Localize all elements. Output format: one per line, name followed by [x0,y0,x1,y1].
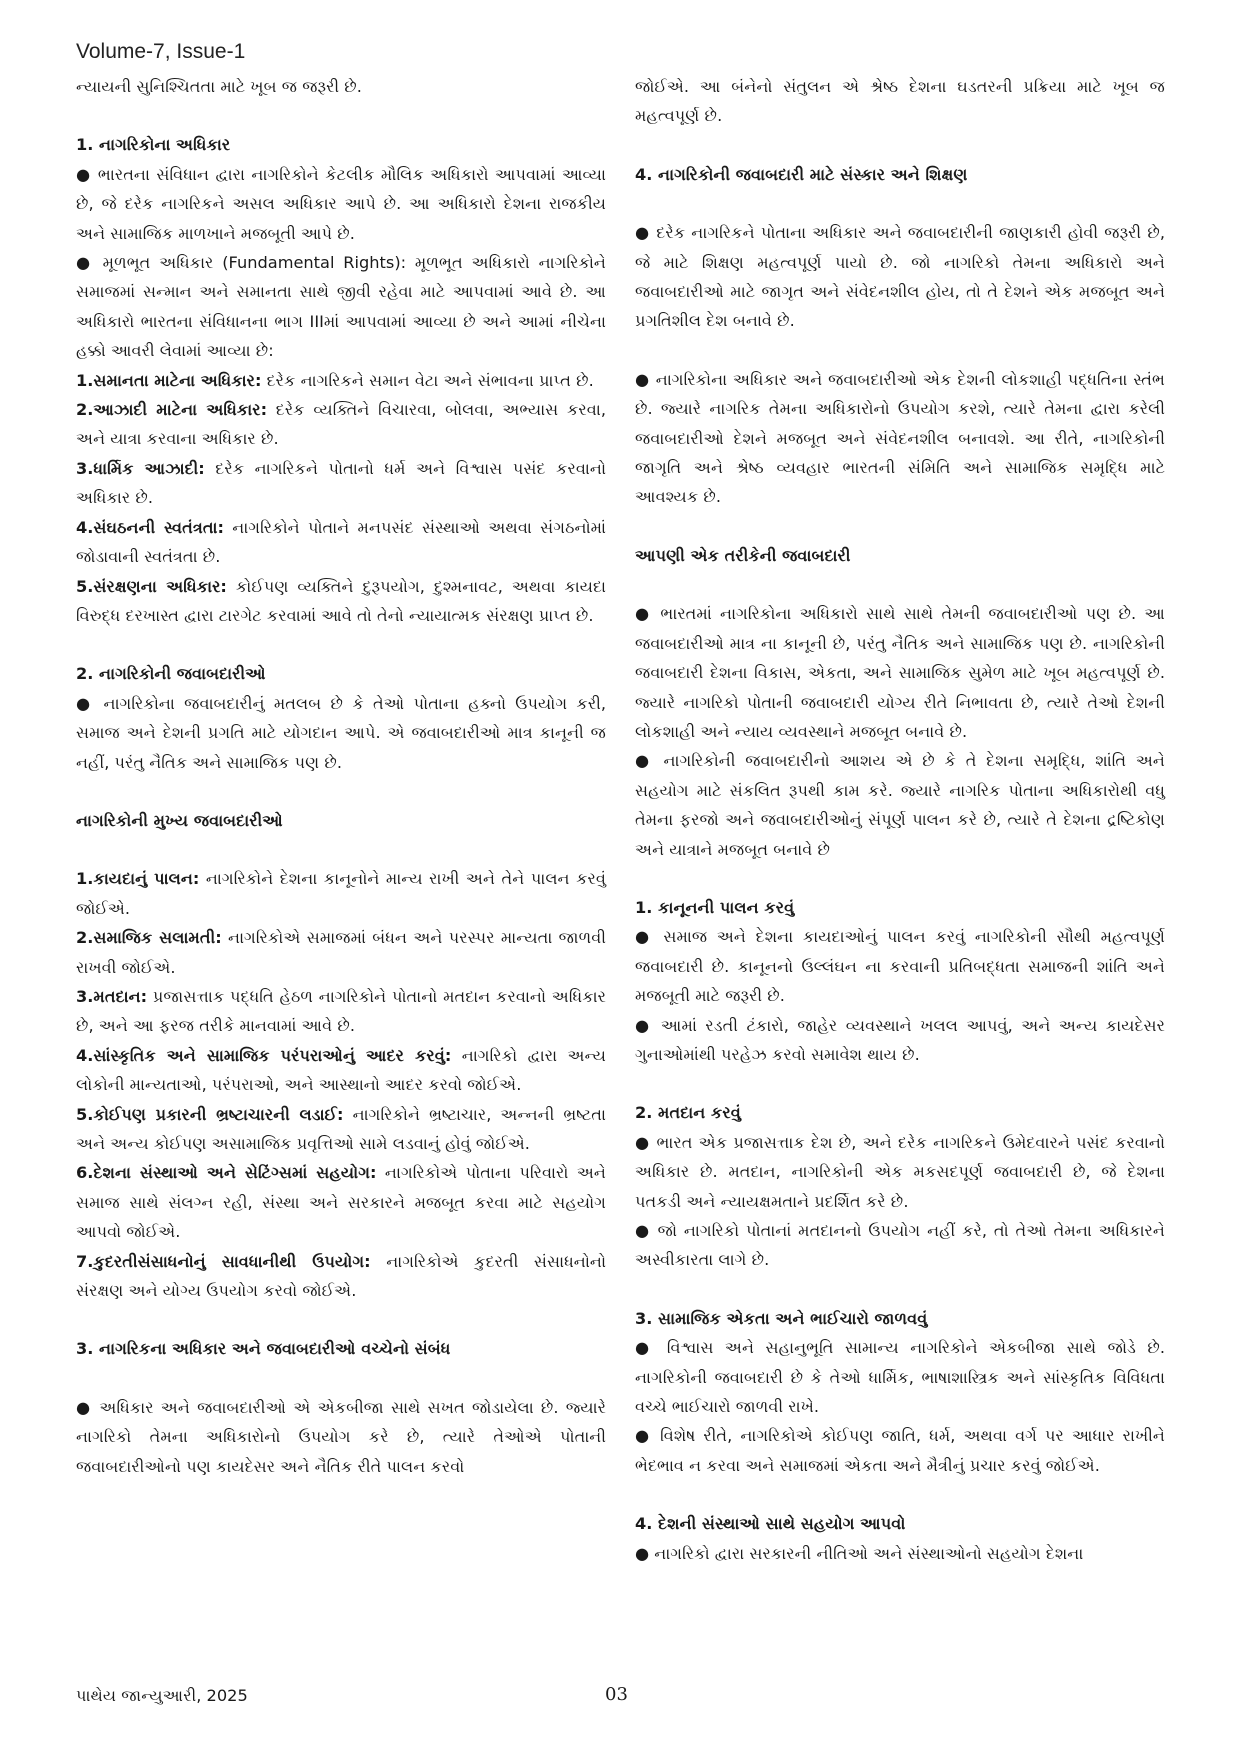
paragraph-text: ● દરેક નાગરિકને પોતાના અધિકાર અને જવાબદારીની જાણકારી હોવી જરૂરી છે, જે માટે શિક્ષણ મહત્વપૂર્ણ પાયો છે. જો નાગરિકો તેમના અધિકારો અને જવાબદારીઓ માટે જાગૃત અને સંવેદનશીલ હોય, તો તે દેશને એક મજબૂત અને પ્રગતિશીલ દેશ બનાવે છે. [635,223,1165,331]
issue-header: Volume-7, Issue-1 [76,40,246,63]
footer-publication-date: પાથેય જાન્યુઆરી, 2025 [76,1686,248,1705]
paragraph-text: ન્યાયની સુનિશ્ચિતતા માટે ખૂબ જ જરૂરી છે. [76,77,362,96]
paragraph-lead: 3.મતદાન: [76,986,148,1006]
paragraph-text: જોઈએ. આ બંનેનો સંતુલન એ શ્રેષ્ઠ દેશના ઘડતરની પ્રક્રિયા માટે ખૂબ જ મહત્વપૂર્ણ છે. [635,77,1165,126]
paragraph-text: દરેક નાગરિકને પોતાનો ધર્મ અને વિશ્વાસ પસંદ કરવાનો અધિકાર છે. [76,458,606,508]
paragraph-text: પ્રજાસત્તાક પદ્ધતિ હેઠળ નાગરિકોને પોતાનો મતદાન કરવાનો અધિકાર છે, અને આ ફરજ તરીકે માનવામાં આવે છે. [76,986,606,1036]
paragraph-lead: 3.ધાર્મિક આઝાદી: [76,458,205,478]
paragraph [76,689,606,777]
paragraph-text: ● નાગરિકોના જવાબદારીનું મતલબ છે કે તેઓ પોતાના હક્નો ઉપયોગ કરી, સમાજ અને દેશની પ્રગતિ માટે યોગદાન આપે. એ જવાબદારીઓ માત્ર કાનૂની જ નહીં, પરંતુ નૈતિક અને સામાજિક પણ છે. [76,693,606,772]
paragraph-text: ● અધિકાર અને જવાબદારીઓ એ એકબીજા સાથે સખત જોડાયેલા છે. જ્યારે નાગરિકો તેમના અધિકારોનો ઉપયોગ કરે છે, ત્યારે તેઓએ પોતાની જવાબદારીઓનો પણ કાયદેસર અને નૈતિક રીતે પાલન કરવો [76,1397,606,1476]
paragraph [76,982,606,1041]
paragraph [76,513,606,572]
paragraph-lead: 4.સાંસ્કૃતિક અને સામાજિક પરંપરાઓનું આદર કરવું: [76,1045,452,1065]
paragraph-text: ● જો નાગરિકો પોતાનાં મતદાનનો ઉપયોગ નહીં કરે, તો તેઓ તેમના અધિકારને અસ્વીકારતા લાગે છે. [635,1221,1165,1270]
paragraph [76,1247,606,1306]
paragraph [635,1011,1165,1070]
section-heading: 2. નાગરિકોની જવાબદારીઓ [76,664,266,684]
paragraph [76,864,606,923]
section-heading: 1. નાગરિકોના અધિકાર [76,135,231,155]
paragraph-lead: 4.સંઘઠનની સ્વતંત્રતા: [76,517,224,537]
paragraph-text: નાગરિકોએ સમાજમાં બંધન અને પરસ્પર માન્યતા જાળવી રાખવી જોઈએ. [76,928,606,977]
paragraph [76,248,606,366]
paragraph-text: ● ભારત એક પ્રજાસત્તાક દેશ છે, અને દરેક નાગરિકને ઉમેદવારને પસંદ કરવાનો અધિકાર છે. મતદાન, નાગરિકોની એક મકસદપૂર્ણ જવાબદારી છે, જે દેશના પતકડી અને ન્યાયક્ષમતાને પ્રદર્શિત કરે છે. [635,1132,1165,1211]
paragraph-text: ● વિશેષ રીતે, નાગરિકોએ કોઈપણ જાતિ, ધર્મ, અથવા વર્ગ પર આધાર રાખીને ભેદભાવ ન કરવા અને સમાજમાં એકતા અને મૈત્રીનું પ્રચાર કરવું જોઈએ. [635,1426,1165,1475]
paragraph [76,454,606,513]
paragraph [76,395,606,454]
paragraph [76,1041,606,1100]
paragraph [635,922,1165,1010]
section-heading: આપણી એક તરીકેની જવાબદારી [635,545,851,565]
paragraph-text: ● સમાજ અને દેશના કાયદાઓનું પાલન કરવું નાગરિકોની સૌથી મહત્વપૂર્ણ જવાબદારી છે. કાનૂનનો ઉલ્લંઘન ના કરવાની પ્રતિબદ્ધતા સમાજની શાંતિ અને મજબૂતી માટે જરૂરી છે. [635,927,1165,1006]
paragraph [635,365,1165,512]
paragraph-text: ● નાગરિકોની જવાબદારીનો આશય એ છે કે તે દેશના સમૃદ્ધિ, શાંતિ અને સહયોગ માટે સંકલિત રૂપથી કામ કરે. જ્યારે નાગરિક પોતાના અધિકારોથી વધુ તેમના ફરજો અને જવાબદારીઓનું સંપૂર્ણ પાલન કરે છે, ત્યારે તે દેશના દ્રષ્ટિકોણ અને યાત્રાને મજબૂત બનાવે છે [635,751,1165,859]
paragraph-lead: 2.આઝાદી માટેના અધિકાર: [76,400,268,420]
paragraph-text: કોઈપણ વ્યક્તિને દુરૂપયોગ, દુશ્મનાવટ, અથવા કાયદા વિરુદ્ધ દરખાસ્ત દ્વારા ટારગેટ કરવામાં આવે તો તેનો ન્યાયાત્મક સંરક્ષણ પ્રાપ્ત છે. [76,576,606,625]
paragraph-lead: 5.કોઈપણ પ્રકારની ભ્રષ્ટાચારની લડાઈ: [76,1104,344,1124]
section-heading: 2. મતદાન કરવું [635,1103,741,1123]
paragraph-text: ● મૂળભૂત અધિકાર (Fundamental Rights): મૂળભૂત અધિકારો નાગરિકોને સમાજમાં સન્માન અને સમાનતા સાથે જીવી રહેવા માટે આપવામાં આવે છે. આ અધિકારો ભારતના સંવિધાનના ભાગ IIIમાં આપવામાં આવ્યા છે અને આમાં નીચેના હક્કો આવરી લેવામાં આવ્યા છે: [76,253,606,361]
paragraph-lead: 2.સમાજિક સલામતી: [76,928,222,948]
paragraph [635,746,1165,864]
section-heading: 4. નાગરિકોની જવાબદારી માટે સંસ્કાર અને શિક્ષણ [635,164,968,184]
paragraph-text: ● ભારતના સંવિધાન દ્વારા નાગરિકોને કેટલીક મૌલિક અધિકારો આપવામાં આવ્યા છે, જે દરેક નાગરિકને અસલ અધિકાર આપે છે. આ અધિકારો દેશના રાજકીય અને સામાજિક માળખાને મજબૂતી આપે છે. [76,164,606,243]
paragraph [635,1216,1165,1275]
paragraph [635,1333,1165,1421]
paragraph-lead: 6.દેશના સંસ્થાઓ અને સેટિંગ્સમાં સહયોગ: [76,1163,377,1183]
paragraph-lead: 1.સમાનતા માટેના અધિકાર: [76,370,262,390]
left-column [76,72,606,1481]
paragraph [76,923,606,982]
paragraph-text: ● નાગરિકોના અધિકાર અને જવાબદારીઓ એક દેશની લોકશાહી પદ્ધતિના સ્તંભ છે. જ્યારે નાગરિક તેમના અધિકારોનો ઉપયોગ કરશે, ત્યારે તેમના દ્વારા કરેલી જવાબદારીઓ દેશને મજબૂત અને સંવેદનશીલ બનાવશે. આ રીતે, નાગરિકોની જાગૃતિ અને શ્રેષ્ઠ વ્યવહાર ભારતની સંમિતિ અને સામાજિક સમૃદ્ધિ માટે આવશ્યક છે. [635,369,1165,507]
paragraph [76,160,606,248]
paragraph [635,599,1165,746]
paragraph [635,1421,1165,1480]
paragraph [76,1100,606,1159]
paragraph-lead: 1.કાયદાનું પાલન: [76,869,200,889]
paragraph-lead: 7.કુદરતીસંસાધનોનું સાવધાનીથી ઉપયોગ: [76,1251,371,1271]
section-heading: 4. દેશની સંસ્થાઓ સાથે સહયોગ આપવો [635,1514,906,1534]
paragraph [635,1539,1165,1568]
paragraph-text: નાગરિકોએ પોતાના પરિવારો અને સમાજ સાથે સંલગ્ન રહી, સંસ્થા અને સરકારને મજબૂત કરવા માટે સહયોગ આપવો જોઈએ. [76,1163,606,1242]
paragraph [76,572,606,631]
paragraph-text: દરેક નાગરિકને સમાન વેટા અને સંભાવના પ્રાપ્ત છે. [261,370,594,390]
section-heading: 3. સામાજિક એકતા અને ભાઈચારો જાળવવું [635,1308,928,1328]
paragraph-text: ● નાગરિકો દ્વારા સરકારની નીતિઓ અને સંસ્થાઓનો સહયોગ દેશના [635,1543,1084,1563]
paragraph [76,1393,606,1481]
paragraph [635,72,1165,131]
paragraph-text: નાગરિકોને ભ્રષ્ટાચાર, અન્નની ભ્રષ્ટતા અને અન્ય કોઈપણ અસામાજિક પ્રવૃત્તિઓ સામે લડવાનું હોવું જોઈએ. [76,1104,606,1153]
section-heading: 3. નાગરિકના અધિકાર અને જવાબદારીઓ વચ્ચેનો સંબંધ [76,1339,451,1359]
paragraph [76,366,606,395]
paragraph-lead: 5.સંરક્ષણના અધિકાર: [76,576,227,596]
paragraph-text: નાગરિકોએ કુદરતી સંસાધનોનો સંરક્ષણ અને યોગ્ય ઉપયોગ કરવો જોઈએ. [76,1251,607,1301]
paragraph [635,1128,1165,1216]
paragraph-text: નાગરિકોને પોતાને મનપસંદ સંસ્થાઓ અથવા સંગઠનોમાં જોડાવાની સ્વતંત્રતા છે. [76,517,607,567]
paragraph-text: નાગરિકો દ્વારા અન્ય લોકોની માન્યતાઓ, પરંપરાઓ, અને આસ્થાનો આદર કરવો જોઈએ. [76,1045,606,1095]
paragraph [76,1158,606,1246]
page-number: 03 [605,1684,628,1705]
section-heading: 1. કાનૂનની પાલન કરવું [635,897,795,917]
paragraph-text: ● આમાં રડતી ટંકારો, જાહેર વ્યવસ્થાને ખલલ આપવું, અને અન્ય કાયદેસર ગુનાઓમાંથી પરહેઝ કરવો સમાવેશ થાય છે. [635,1015,1165,1064]
paragraph [76,72,606,101]
paragraph-text: નાગરિકોને દેશના કાનૂનોને માન્ય રાખી અને તેને પાલન કરવું જોઈએ. [76,869,606,918]
right-column [635,72,1165,1568]
paragraph [635,218,1165,336]
paragraph-text: ● ભારતમાં નાગરિકોના અધિકારો સાથે સાથે તેમની જવાબદારીઓ પણ છે. આ જવાબદારીઓ માત્ર ના કાનૂની છે, પરંતુ નૈતિક અને સામાજિક પણ છે. નાગરિકોની જવાબદારી દેશના વિકાસ, એકતા, અને સામાજિક સુમેળ માટે ખૂબ મહત્વપૂર્ણ છે. જ્યારે નાગરિકો પોતાની જવાબદારી યોગ્ય રીતે નિભાવતા છે, ત્યારે તેઓ દેશની લોકશાહી અને ન્યાય વ્યવસ્થાને મજબૂત બનાવે છે. [635,604,1165,741]
section-heading: નાગરિકોની મુખ્ય જવાબદારીઓ [76,810,283,830]
paragraph-text: ● વિશ્વાસ અને સહાનુભૂતિ સામાન્ય નાગરિકોને એકબીજા સાથે જોડે છે. નાગરિકોની જવાબદારી છે કે તેઓ ધાર્મિક, ભાષાશાસ્ત્રિક અને સાંસ્કૃતિક વિવિધતા વચ્ચે ભાઈચારો જાળવી રાખે. [635,1338,1165,1417]
paragraph-text: દરેક વ્યક્તિને વિચારવા, બોલવા, અભ્યાસ કરવા, અને યાત્રા કરવાના અધિકાર છે. [76,400,607,449]
